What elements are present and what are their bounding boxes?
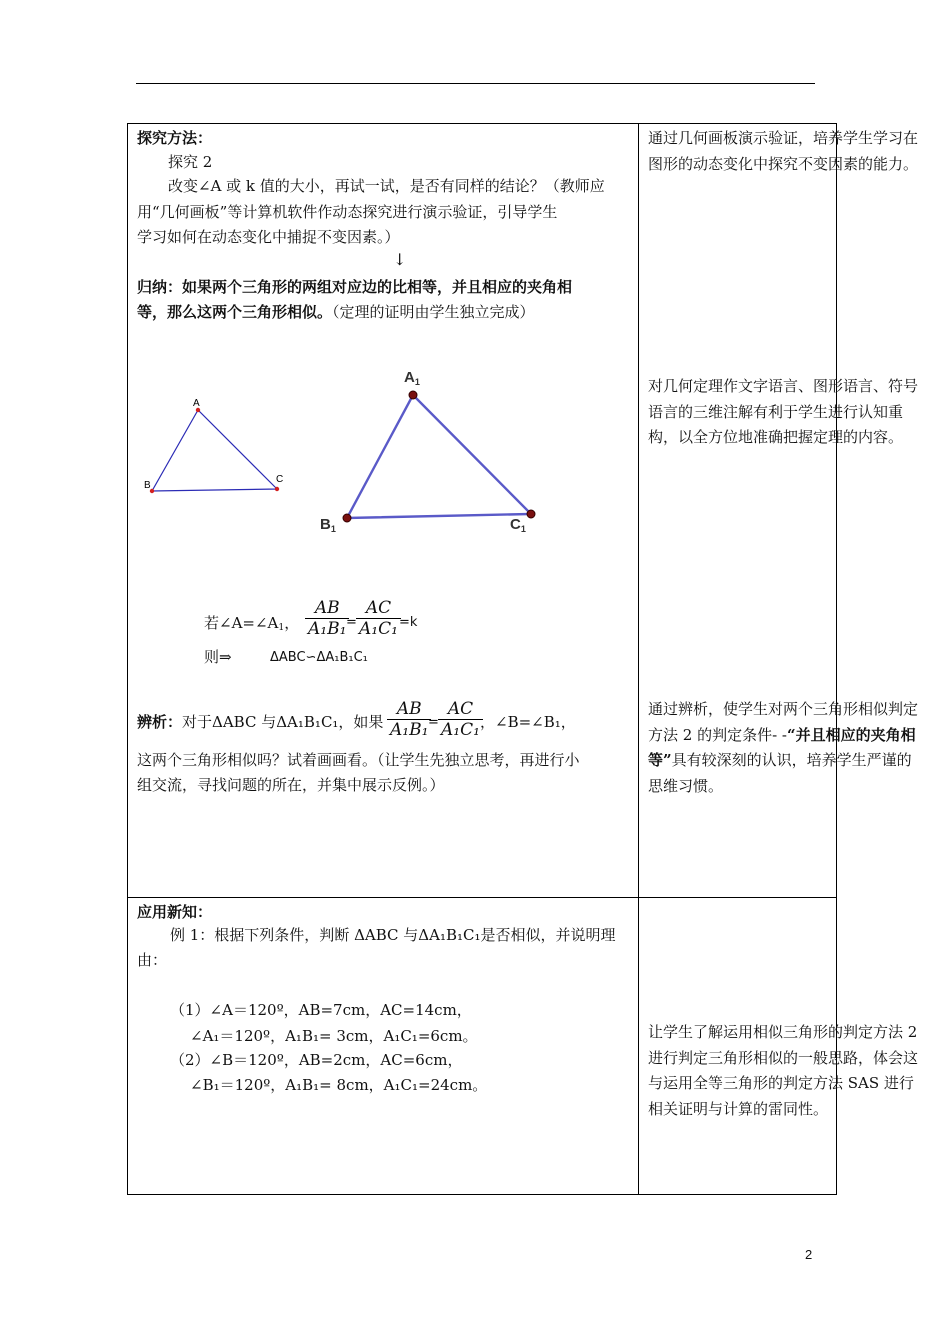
explore-text-3: 学习如何在动态变化中捕捉不变因素。） bbox=[137, 228, 400, 246]
row-divider bbox=[127, 897, 837, 898]
fraction-ab-denominator: A₁B₁ bbox=[305, 618, 349, 639]
label-C1-sub: 1 bbox=[520, 524, 526, 534]
label-C1 bbox=[510, 516, 526, 534]
label-B1-main: B bbox=[320, 516, 331, 533]
fraction-ab bbox=[305, 598, 349, 639]
analysis-text-1: 对于ΔABC 与ΔA₁B₁C₁，如果 bbox=[182, 713, 384, 731]
explore-title: 探究方法： bbox=[137, 129, 213, 147]
analysis-fraction-ac-denominator: A₁C₁ bbox=[438, 719, 483, 740]
analysis-fraction-ac-numerator: AC bbox=[447, 699, 474, 719]
small-triangle bbox=[144, 398, 283, 493]
fraction-ab-numerator: AB bbox=[314, 598, 340, 618]
equals-sign: = bbox=[346, 615, 357, 630]
note-1: 通过几何画板演示验证，培养学生学习在图形的动态变化中探究不变因素的能力。 bbox=[648, 129, 919, 173]
label-A1 bbox=[404, 369, 420, 387]
fraction-ac bbox=[356, 598, 401, 639]
if-comma: ， bbox=[284, 614, 300, 632]
analysis-fraction-ab-denominator: A₁B₁ bbox=[387, 719, 431, 740]
analysis-fraction-ab bbox=[387, 699, 431, 740]
analysis-angle-condition: ，∠B=∠B₁， bbox=[480, 713, 576, 731]
condition-1b: ∠A₁＝120º，A₁B₁= 3cm，A₁C₁=6cm。 bbox=[190, 1027, 478, 1045]
explore-text-2: 用“几何画板”等计算机软件作动态探究进行演示验证，引导学生 bbox=[137, 203, 558, 221]
if-angle-sub: 1 bbox=[278, 621, 285, 633]
down-arrow-icon: ↓ bbox=[393, 250, 407, 269]
analysis-fraction-ab-numerator: AB bbox=[396, 699, 422, 719]
note-3-bold: “并且相应的夹角相等” bbox=[648, 725, 916, 769]
page-number: 2 bbox=[805, 1247, 813, 1262]
if-angle: 若∠A=∠A bbox=[204, 614, 279, 632]
equals-k: =k bbox=[399, 615, 418, 630]
analysis-label: 辨析： bbox=[137, 713, 183, 731]
analysis-text-3: 组交流，寻找问题的所在，并集中展示反例。） bbox=[137, 776, 445, 794]
note-3 bbox=[648, 697, 918, 799]
note-3-c: 具有较深刻的认识，培养学生严谨的思维习惯。 bbox=[648, 751, 912, 795]
then-label: 则⇒ bbox=[204, 648, 232, 666]
analysis-fraction-ac bbox=[438, 699, 483, 740]
label-A1-main: A bbox=[404, 369, 415, 386]
condition-if bbox=[204, 611, 299, 640]
large-triangle bbox=[320, 369, 535, 534]
apply-text-1: 例 1：根据下列条件，判断 ΔABC 与ΔA₁B₁C₁是否相似，并说明理 bbox=[170, 926, 616, 944]
condition-2b: ∠B₁＝120º，A₁B₁= 8cm，A₁C₁=24cm。 bbox=[190, 1076, 488, 1094]
analysis-equals-sign: = bbox=[428, 715, 439, 730]
fraction-ac-numerator: AC bbox=[365, 598, 392, 618]
label-C1-main: C bbox=[510, 516, 521, 533]
apply-title: 应用新知： bbox=[137, 903, 213, 921]
explore-sub: 探究 2 bbox=[168, 153, 213, 171]
explore-text-1: 改变∠A 或 k 值的大小，再试一试，是否有同样的结论？（教师应 bbox=[168, 177, 605, 195]
label-A1-sub: 1 bbox=[414, 377, 420, 387]
note-3-a: 通过辨析，使学生对两个三角形相似判定方法 2 的判定条件- - bbox=[648, 700, 919, 744]
condition-2a: （2）∠B＝120º，AB=2cm，AC=6cm， bbox=[170, 1051, 463, 1069]
label-A: A bbox=[193, 398, 200, 409]
fraction-ac-denominator: A₁C₁ bbox=[356, 618, 401, 639]
label-B1 bbox=[320, 516, 336, 534]
conclusion-bold: 等，那么这两个三角形相似。 bbox=[137, 303, 333, 321]
note-4: 让学生了解运用相似三角形的判定方法 2 进行判定三角形相似的一般思路，体会这与运用全等三角形的判定方法 SAS 进行相关证明与计算的雷同性。 bbox=[648, 1023, 919, 1118]
analysis-line-1 bbox=[137, 710, 383, 734]
conclusion-text-1: 归纳：如果两个三角形的两组对应边的比相等，并且相应的夹角相 bbox=[137, 278, 573, 296]
conclusion-note: （定理的证明由学生独立完成） bbox=[332, 303, 535, 321]
label-B: B bbox=[144, 480, 151, 491]
apply-text-2: 由： bbox=[137, 951, 168, 969]
label-B1-sub: 1 bbox=[330, 524, 336, 534]
label-C: C bbox=[276, 474, 284, 485]
note-2: 对几何定理作文字语言、图形语言、符号语言的三维注解有利于学生进行认知重构，以全方位地准确把握定理的内容。 bbox=[648, 377, 919, 446]
condition-1a: （1）∠A＝120º，AB=7cm，AC=14cm， bbox=[170, 1001, 472, 1019]
then-result: ΔABC∽ΔA₁B₁C₁ bbox=[270, 650, 368, 665]
triangle-figure bbox=[0, 0, 950, 560]
analysis-text-2: 这两个三角形相似吗？试着画画看。（让学生先独立思考，再进行小 bbox=[137, 751, 580, 769]
